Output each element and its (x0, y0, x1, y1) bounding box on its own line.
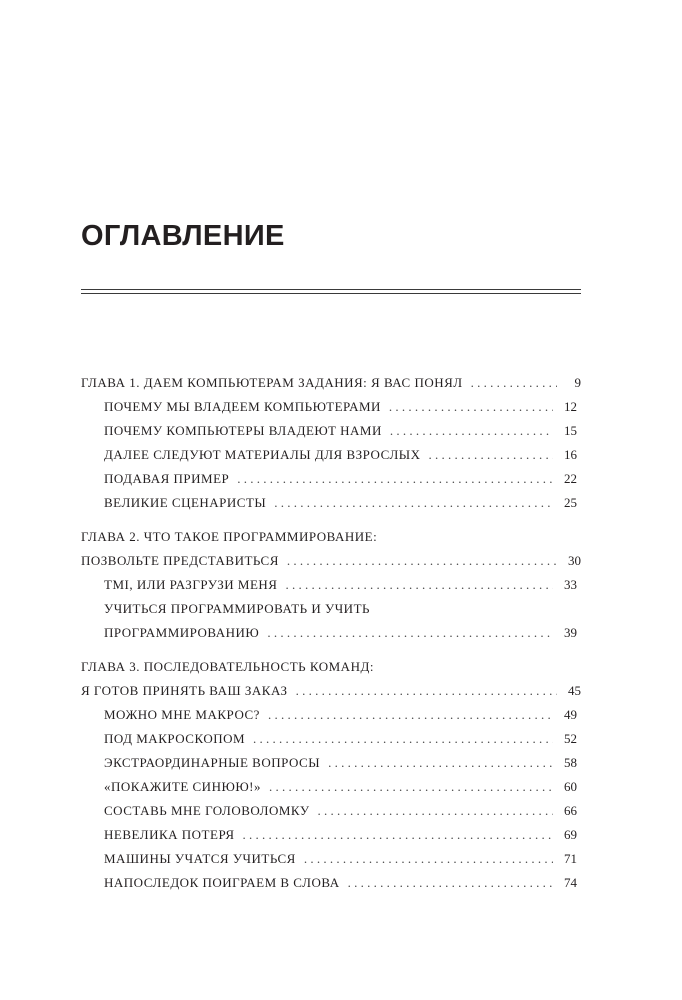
dot-leader (267, 621, 553, 645)
chapter-title: ГЛАВА 3. ПОСЛЕДОВАТЕЛЬНОСТЬ КОМАНД: (81, 659, 374, 674)
page-number: 49 (564, 707, 577, 722)
section-title: НЕВЕЛИКА ПОТЕРЯ (104, 827, 235, 842)
toc-entry[interactable] (81, 679, 581, 703)
chapter-title-continued: ПОЗВОЛЬТЕ ПРЕДСТАВИТЬСЯ (81, 553, 279, 568)
page-number: 45 (568, 683, 581, 698)
chapter-title: ГЛАВА 1. ДАЕМ КОМПЬЮТЕРАМ ЗАДАНИЯ: Я ВАС ПОНЯЛ (81, 375, 463, 390)
dot-leader (268, 703, 553, 727)
section-title: НАПОСЛЕДОК ПОИГРАЕМ В СЛОВА (104, 875, 340, 890)
section-title: ПОЧЕМУ КОМПЬЮТЕРЫ ВЛАДЕЮТ НАМИ (104, 423, 382, 438)
page-number: 22 (564, 471, 577, 486)
section-title: TMI, ИЛИ РАЗГРУЗИ МЕНЯ (104, 577, 278, 592)
toc-entry[interactable] (81, 799, 581, 823)
section-title: СОСТАВЬ МНЕ ГОЛОВОЛОМКУ (104, 803, 310, 818)
page-number: 30 (568, 553, 581, 568)
table-of-contents (81, 371, 581, 895)
page-title: ОГЛАВЛЕНИЕ (81, 220, 285, 252)
page-number: 12 (564, 399, 577, 414)
toc-entry[interactable] (81, 491, 581, 515)
dot-leader (318, 799, 553, 823)
page-number: 71 (564, 851, 577, 866)
page-number: 58 (564, 755, 577, 770)
toc-entry[interactable] (81, 823, 581, 847)
toc-entry[interactable] (81, 443, 581, 467)
dot-leader (253, 727, 553, 751)
title-divider-bottom (81, 293, 581, 294)
page-number: 33 (564, 577, 577, 592)
page-number: 69 (564, 827, 577, 842)
section-title-continued: ПРОГРАММИРОВАНИЮ (104, 625, 260, 640)
toc-entry[interactable] (81, 395, 581, 419)
dot-leader (304, 847, 553, 871)
section-title: «ПОКАЖИТЕ СИНЮЮ!» (104, 779, 262, 794)
chapter-title: ГЛАВА 2. ЧТО ТАКОЕ ПРОГРАММИРОВАНИЕ: (81, 529, 378, 544)
section-title: ЭКСТРАОРДИНАРНЫЕ ВОПРОСЫ (104, 755, 321, 770)
dot-leader (237, 467, 553, 491)
page-number: 60 (564, 779, 577, 794)
toc-entry[interactable] (81, 549, 581, 573)
page-number: 25 (564, 495, 577, 510)
dot-leader (274, 491, 553, 515)
dot-leader (471, 371, 557, 395)
toc-entry[interactable] (81, 775, 581, 799)
page-number: 16 (564, 447, 577, 462)
dot-leader (243, 823, 553, 847)
toc-entry[interactable] (81, 751, 581, 775)
page-number: 74 (564, 875, 577, 890)
dot-leader (389, 395, 553, 419)
toc-chapter-1 (81, 371, 581, 515)
dot-leader (428, 443, 553, 467)
section-title: УЧИТЬСЯ ПРОГРАММИРОВАТЬ И УЧИТЬ (104, 601, 370, 616)
dot-leader (269, 775, 553, 799)
toc-chapter-2 (81, 525, 581, 645)
section-title: ПОД МАКРОСКОПОМ (104, 731, 246, 746)
dot-leader (390, 419, 553, 443)
section-title: ВЕЛИКИЕ СЦЕНАРИСТЫ (104, 495, 267, 510)
toc-chapter-3 (81, 655, 581, 895)
toc-entry-line[interactable] (81, 525, 581, 549)
dot-leader (287, 549, 557, 573)
toc-entry-line[interactable] (81, 597, 581, 621)
toc-entry[interactable] (81, 467, 581, 491)
toc-entry[interactable] (81, 371, 581, 395)
page-number: 52 (564, 731, 577, 746)
title-divider-top (81, 289, 581, 290)
chapter-title-continued: Я ГОТОВ ПРИНЯТЬ ВАШ ЗАКАЗ (81, 683, 288, 698)
toc-entry[interactable] (81, 573, 581, 597)
page-number: 9 (574, 375, 581, 390)
page-number: 66 (564, 803, 577, 818)
section-title: ПОДАВАЯ ПРИМЕР (104, 471, 230, 486)
toc-entry[interactable] (81, 703, 581, 727)
section-title: МОЖНО МНЕ МАКРОС? (104, 707, 260, 722)
toc-entry[interactable] (81, 621, 581, 645)
dot-leader (296, 679, 557, 703)
toc-entry[interactable] (81, 727, 581, 751)
section-title: ДАЛЕЕ СЛЕДУЮТ МАТЕРИАЛЫ ДЛЯ ВЗРОСЛЫХ (104, 447, 421, 462)
page-number: 39 (564, 625, 577, 640)
toc-entry[interactable] (81, 419, 581, 443)
page-number: 15 (564, 423, 577, 438)
section-title: МАШИНЫ УЧАТСЯ УЧИТЬСЯ (104, 851, 296, 866)
dot-leader (328, 751, 553, 775)
toc-entry[interactable] (81, 871, 581, 895)
dot-leader (285, 573, 553, 597)
section-title: ПОЧЕМУ МЫ ВЛАДЕЕМ КОМПЬЮТЕРАМИ (104, 399, 381, 414)
toc-entry[interactable] (81, 847, 581, 871)
dot-leader (348, 871, 553, 895)
toc-entry-line[interactable] (81, 655, 581, 679)
